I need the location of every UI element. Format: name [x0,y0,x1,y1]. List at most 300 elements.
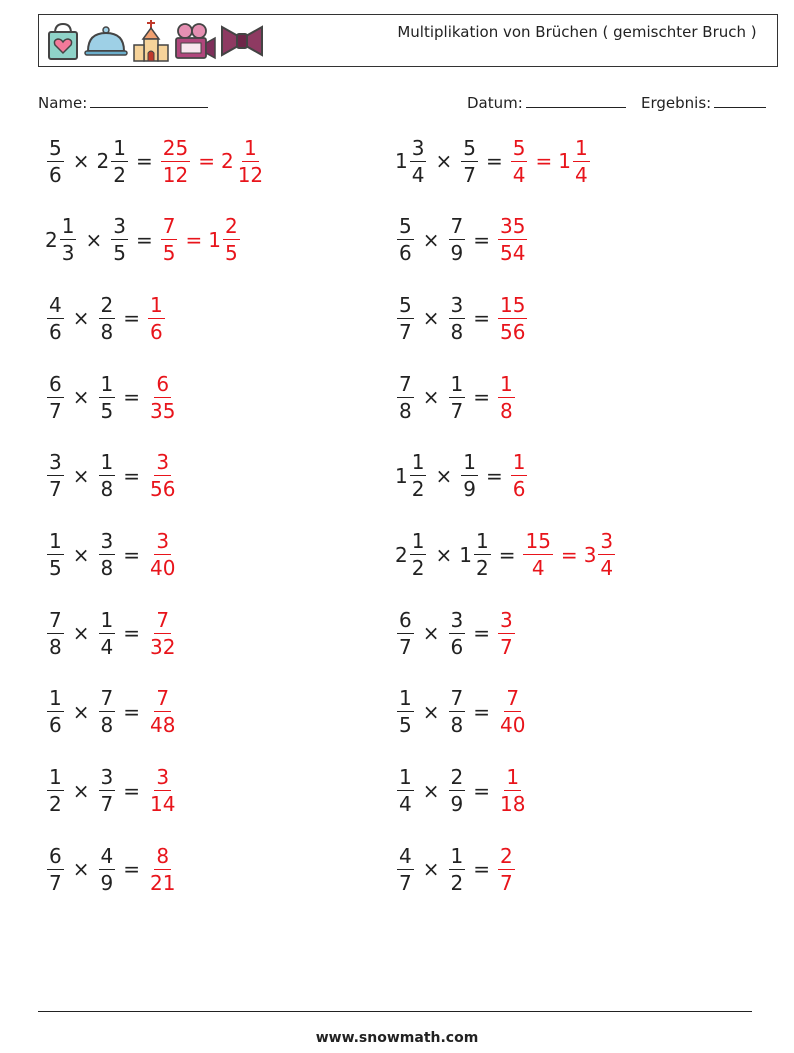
numerator: 7 [162,214,176,239]
answer-equals-sign: = [185,227,203,252]
whole-number: 2 [96,149,110,173]
equals-sign: = [485,149,503,173]
fraction [397,292,414,345]
result-label: Ergebnis: [641,94,712,112]
numerator: 1 [399,765,412,790]
name-label: Name: [38,94,88,112]
numerator: 15 [525,529,551,553]
numerator: 1 [399,686,412,711]
factor-a [45,528,66,581]
equals-sign: = [498,542,516,567]
numerator: 3 [100,765,114,790]
factor-b [97,135,130,188]
name-line [90,93,208,108]
answer-equals-sign: = [560,542,578,567]
denominator: 56 [150,477,176,502]
times-sign: × [422,227,440,252]
factor-b [97,528,118,581]
denominator: 6 [49,162,62,187]
factor-b [97,843,118,896]
denominator: 7 [49,870,62,895]
numerator: 3 [113,214,126,239]
denominator: 7 [49,477,62,502]
fraction [148,764,177,817]
fraction [449,371,466,424]
problem [45,210,242,270]
fraction [148,685,177,738]
fraction [99,685,116,738]
result-line [714,93,766,108]
factor-b [459,135,480,188]
bow-tie-icon [219,23,265,59]
answer-equals-sign: = [535,149,553,173]
fraction [148,528,177,581]
numerator: 7 [156,686,170,711]
equals-sign: = [123,778,140,803]
times-sign: × [85,227,103,252]
answer-fraction [146,843,179,896]
fraction [498,371,515,424]
factor-a [45,685,66,738]
denominator: 8 [100,556,114,580]
whole-number: 2 [220,149,234,173]
fraction [410,449,427,502]
factor-a [45,843,66,896]
fraction [397,213,414,266]
numerator: 1 [411,529,425,553]
answer-fraction [496,843,517,896]
factor-a [395,843,416,896]
factor-a [45,292,66,345]
factor-b [447,685,468,738]
numerator: 4 [399,843,412,868]
answer-mixed-number [584,528,617,581]
numerator: 35 [500,214,526,239]
fraction [397,607,414,660]
whole-number: 2 [395,542,408,567]
numerator: 3 [49,450,62,475]
fraction [161,213,178,266]
denominator: 5 [224,241,238,266]
fraction [461,135,478,188]
fraction [498,685,527,738]
numerator: 2 [500,843,513,868]
equals-sign: = [473,385,490,410]
times-sign: × [72,542,90,567]
fraction [498,607,515,660]
times-sign: × [72,385,90,410]
date-field[interactable] [467,93,626,112]
fraction [60,213,77,266]
denominator: 6 [512,477,526,502]
numerator: 15 [500,292,526,317]
denominator: 9 [450,792,464,817]
fraction [397,685,414,738]
denominator: 2 [475,556,489,580]
fraction [236,135,265,188]
problem [45,761,179,821]
answer-fraction [146,292,167,345]
denominator: 8 [100,477,114,502]
numerator: 4 [100,843,114,868]
fraction [449,292,466,345]
problem [395,525,617,585]
denominator: 5 [399,713,412,738]
denominator: 7 [399,634,412,659]
numerator: 5 [49,135,62,160]
fraction [410,135,427,188]
times-sign: × [435,463,453,488]
problem [45,603,179,663]
fraction [410,528,427,581]
factor-b [97,685,118,738]
denominator: 7 [399,319,412,344]
problem [45,288,167,348]
answer-fraction [496,607,517,660]
movie-camera-icon [173,21,217,61]
fraction [47,135,64,188]
fraction [99,292,116,345]
numerator: 1 [475,529,489,553]
problem [45,839,179,899]
date-label: Datum: [467,94,523,112]
equals-sign: = [485,463,503,488]
equals-sign: = [123,621,140,646]
numerator: 7 [399,371,412,396]
denominator: 2 [411,477,425,502]
fraction [573,135,590,188]
problem [45,525,179,585]
times-sign: × [435,149,453,173]
numerator: 7 [49,607,62,632]
worksheet-header [38,14,778,67]
equals-sign: = [473,699,490,724]
denominator: 2 [411,556,425,580]
numerator: 6 [399,607,412,632]
fraction [47,449,64,502]
fraction [99,764,116,817]
denominator: 6 [49,319,62,344]
denominator: 5 [49,556,62,580]
fraction [511,449,528,502]
equals-sign: = [473,306,490,331]
denominator: 7 [463,162,476,187]
fraction [99,528,116,581]
denominator: 40 [150,556,176,580]
fraction [47,292,64,345]
times-sign: × [422,385,440,410]
factor-b [459,449,480,502]
numerator: 1 [49,765,62,790]
whole-number: 1 [395,149,408,173]
numerator: 1 [150,292,163,317]
numerator: 1 [512,450,526,475]
denominator: 5 [100,398,114,423]
factor-a [395,607,416,660]
factor-b [447,213,468,266]
denominator: 4 [531,556,545,580]
answer-fraction [496,764,529,817]
fraction [148,292,165,345]
fraction [47,764,64,817]
denominator: 14 [150,792,176,817]
factor-a [45,213,78,266]
numerator: 1 [574,135,588,160]
answer-fraction [496,292,529,345]
numerator: 1 [49,529,62,553]
factor-b [97,607,118,660]
denominator: 35 [150,398,176,423]
denominator: 4 [100,634,114,659]
denominator: 6 [450,634,464,659]
factor-b [109,213,130,266]
equals-sign: = [123,463,140,488]
fraction [474,528,491,581]
problem [395,682,529,742]
answer-fraction [146,371,179,424]
numerator: 1 [100,607,114,632]
denominator: 7 [450,398,464,423]
denominator: 8 [49,634,62,659]
fraction [461,449,478,502]
factor-b [459,528,492,581]
problem [45,367,179,427]
problem [395,210,529,270]
answer-fraction [146,685,179,738]
denominator: 4 [600,556,614,580]
fraction [498,213,527,266]
denominator: 12 [237,162,264,187]
answer-fraction [146,449,179,502]
numerator: 2 [224,214,238,239]
numerator: 1 [244,135,257,160]
equals-sign: = [135,149,153,173]
footer-divider [38,1011,752,1012]
numerator: 2 [100,292,114,317]
numerator: 6 [49,843,62,868]
denominator: 2 [113,162,126,187]
factor-a [45,449,66,502]
answer-fraction [521,528,554,581]
equals-sign: = [473,621,490,646]
fraction [498,292,527,345]
numerator: 7 [450,214,464,239]
times-sign: × [72,306,90,331]
numerator: 8 [156,843,170,868]
numerator: 6 [156,371,170,396]
answer-fraction [146,764,179,817]
fraction [223,213,240,266]
fraction [148,607,177,660]
equals-sign: = [123,385,140,410]
denominator: 3 [61,241,75,266]
denominator: 4 [399,792,412,817]
denominator: 8 [399,398,412,423]
numerator: 6 [49,371,62,396]
numerator: 7 [100,686,114,711]
fraction [47,371,64,424]
problem [395,131,592,191]
denominator: 40 [500,713,526,738]
equals-sign: = [123,542,140,567]
whole-number: 1 [395,463,408,488]
denominator: 9 [463,477,476,502]
fraction [449,607,466,660]
factor-a [395,449,428,502]
factor-b [447,371,468,424]
numerator: 5 [399,292,412,317]
times-sign: × [422,857,440,882]
denominator: 18 [500,792,526,817]
numerator: 5 [512,135,526,160]
denominator: 2 [49,792,62,817]
header-icons [45,19,265,63]
denominator: 7 [49,398,62,423]
fraction [397,843,414,896]
numerator: 3 [500,607,513,632]
denominator: 8 [450,713,464,738]
denominator: 6 [150,319,163,344]
whole-number: 3 [583,542,597,567]
numerator: 1 [450,843,464,868]
fraction [99,449,116,502]
fraction [111,213,128,266]
problem [395,603,517,663]
factor-b [97,292,118,345]
factor-b [447,607,468,660]
factor-a [395,528,428,581]
equals-sign: = [123,699,140,724]
denominator: 7 [100,792,114,817]
problem [395,446,529,506]
denominator: 12 [162,162,189,187]
factor-a [395,292,416,345]
numerator: 3 [156,765,170,790]
answer-fraction [496,685,529,738]
problem [395,288,529,348]
problem [45,446,179,506]
numerator: 1 [506,765,520,790]
times-sign: × [435,542,453,567]
result-field[interactable] [641,93,766,112]
denominator: 48 [150,713,176,738]
fraction [397,764,414,817]
factor-a [45,764,66,817]
denominator: 9 [100,870,114,895]
times-sign: × [72,699,90,724]
denominator: 32 [150,634,176,659]
times-sign: × [72,621,90,646]
equals-sign: = [135,227,153,252]
answer-fraction [159,135,192,188]
denominator: 4 [512,162,526,187]
worksheet-title: Multiplikation von Brüchen ( gemischter Bruch ) [397,23,757,41]
factor-a [395,685,416,738]
denominator: 6 [399,241,412,266]
numerator: 1 [49,686,62,711]
fraction [99,843,116,896]
factor-a [395,135,428,188]
times-sign: × [422,621,440,646]
denominator: 5 [162,241,176,266]
factor-a [395,371,416,424]
answer-fraction [509,135,530,188]
numerator: 1 [100,371,114,396]
factor-a [395,213,416,266]
numerator: 3 [411,135,425,160]
times-sign: × [422,699,440,724]
denominator: 9 [450,241,464,266]
problem [45,682,179,742]
answer-equals-sign: = [198,149,215,173]
fraction [148,843,177,896]
factor-b [447,843,468,896]
factor-a [45,371,66,424]
times-sign: × [72,857,90,882]
fraction [523,528,552,581]
name-field[interactable] [38,93,208,112]
fraction [111,135,128,188]
answer-fraction [509,449,530,502]
answer-fraction [496,213,529,266]
factor-b [447,764,468,817]
numerator: 1 [450,371,464,396]
fraction [449,843,466,896]
problem [395,761,529,821]
numerator: 3 [450,607,464,632]
denominator: 6 [49,713,62,738]
numerator: 3 [156,529,170,553]
problem [45,131,267,191]
church-icon [131,19,171,63]
fraction [511,135,528,188]
factor-a [395,764,416,817]
whole-number: 1 [558,149,571,173]
fraction [161,135,190,188]
answer-mixed-number [558,135,591,188]
answer-fraction [159,213,180,266]
fraction [47,685,64,738]
numerator: 5 [463,135,476,160]
numerator: 3 [450,292,464,317]
whole-number: 1 [459,542,472,567]
shopping-bag-heart-icon [45,21,81,61]
factor-a [45,135,66,188]
denominator: 8 [450,319,464,344]
times-sign: × [72,778,90,803]
equals-sign: = [473,857,490,882]
numerator: 7 [506,686,520,711]
numerator: 1 [100,450,114,475]
times-sign: × [422,778,440,803]
factor-b [97,371,118,424]
fraction [449,213,466,266]
denominator: 8 [100,319,114,344]
denominator: 2 [450,870,464,895]
serving-cloche-icon [83,21,129,61]
numerator: 3 [100,529,114,553]
denominator: 7 [500,634,513,659]
denominator: 56 [500,319,526,344]
numerator: 1 [113,135,126,160]
fraction [99,607,116,660]
times-sign: × [72,463,90,488]
footer-url: www.snowmath.com [315,1030,479,1046]
numerator: 1 [411,450,425,475]
problem [395,367,517,427]
numerator: 5 [399,214,412,239]
fraction [397,371,414,424]
